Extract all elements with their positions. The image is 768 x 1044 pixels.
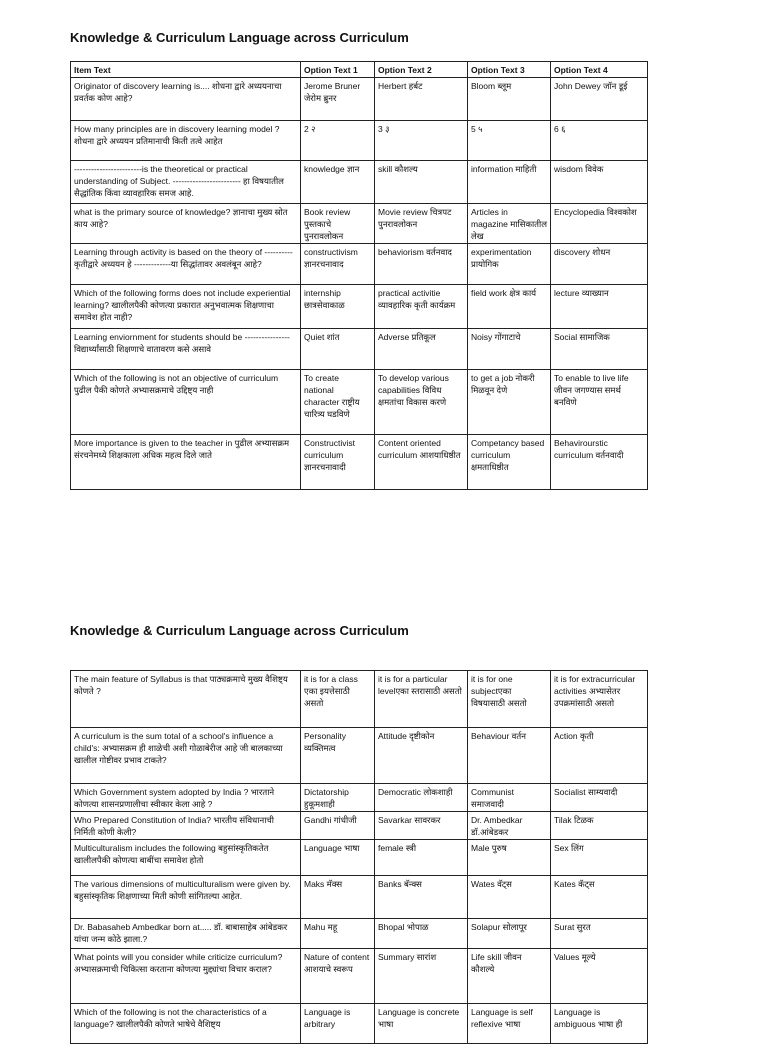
option-4: Values मूल्ये xyxy=(551,949,648,1004)
option-1: Maks मॅक्स xyxy=(301,876,375,919)
option-2: Banks बॅन्क्स xyxy=(375,876,468,919)
question-text: Who Prepared Constitution of India? भारतीय संविधानाची निर्मिती कोणी केली? xyxy=(71,812,301,840)
option-4: discovery शोधन xyxy=(551,244,648,285)
header-option-4: Option Text 4 xyxy=(551,62,648,78)
question-text: Learning enviornment for students should be ---------------- विद्यार्थ्यांसाठी शिक्षणाचे वातावरण कसे असावे xyxy=(71,329,301,370)
option-3: Noisy गोंगाटाचे xyxy=(468,329,551,370)
section-title: Knowledge & Curriculum Language across Curriculum xyxy=(70,30,409,45)
question-table xyxy=(70,670,648,1044)
option-3: it is for one subjectएका विषयासाठी असतो xyxy=(468,671,551,728)
option-1: Dictatorship हुकूमशाही xyxy=(301,784,375,812)
option-3: field work क्षेत्र कार्य xyxy=(468,285,551,329)
table-row xyxy=(71,244,648,285)
option-4: wisdom विवेक xyxy=(551,161,648,204)
option-4: Kates कॅट्स xyxy=(551,876,648,919)
header-item-text: Item Text xyxy=(71,62,301,78)
table-row xyxy=(71,949,648,1004)
option-2: Summary सारांश xyxy=(375,949,468,1004)
option-4: Behavirourstic curriculum वर्तनवादी xyxy=(551,435,648,490)
option-4: Social सामाजिक xyxy=(551,329,648,370)
option-3: Communist समाजवादी xyxy=(468,784,551,812)
table-row xyxy=(71,121,648,161)
option-1: Language भाषा xyxy=(301,840,375,876)
option-3: Articles in magazine मासिकातील लेख xyxy=(468,204,551,244)
option-1: Personality व्यक्तिमत्व xyxy=(301,728,375,784)
table-header-row xyxy=(71,62,648,78)
option-2: Content oriented curriculum आशयाधिष्ठीत xyxy=(375,435,468,490)
option-1: internship छात्रसेवाकाळ xyxy=(301,285,375,329)
option-1: Jerome Bruner जेरोम ब्रुनर xyxy=(301,78,375,121)
option-1: knowledge ज्ञान xyxy=(301,161,375,204)
question-text: Originator of discovery learning is.... शोधना द्वारे अध्ययनाचा प्रवर्तक कोण आहे? xyxy=(71,78,301,121)
option-2: Bhopal भोपाळ xyxy=(375,919,468,949)
table-row xyxy=(71,671,648,728)
option-4: Surat सुरत xyxy=(551,919,648,949)
option-3: to get a job नोकरी मिळवून देणे xyxy=(468,370,551,435)
header-option-2: Option Text 2 xyxy=(375,62,468,78)
question-text: More importance is given to the teacher in पुढील अभ्यासक्रम संरचनेमध्ये शिक्षकाला अधिक महत्व दिले जाते xyxy=(71,435,301,490)
option-3: Bloom ब्लूम xyxy=(468,78,551,121)
table-row xyxy=(71,812,648,840)
question-text: A curriculum is the sum total of a school's influence a child's: अभ्यासक्रम ही शाळेची अशी गोळाबेरीज आहे जी बालकाच्या खालील गोष्टीवर प्रभाव टाकते? xyxy=(71,728,301,784)
question-text: Which Government system adopted by India ? भारताने कोणत्या शासनप्रणालीचा स्वीकार केला आहे ? xyxy=(71,784,301,812)
option-1: Language is arbitrary xyxy=(301,1004,375,1044)
option-3: Wates वॅट्स xyxy=(468,876,551,919)
option-1: Gandhi गांधीजी xyxy=(301,812,375,840)
option-1: Quiet शांत xyxy=(301,329,375,370)
question-text: The various dimensions of multiculturalism were given by. बहुसांस्कृतिक शिक्षणाच्या मिती कोणी सांगितल्या आहेत. xyxy=(71,876,301,919)
option-1: Book review पुस्तकाचे पुनरावलोकन xyxy=(301,204,375,244)
option-4: 6 ६ xyxy=(551,121,648,161)
question-table xyxy=(70,61,648,490)
header-option-3: Option Text 3 xyxy=(468,62,551,78)
table-row xyxy=(71,161,648,204)
question-text: what is the primary source of knowledge? ज्ञानाचा मुख्य स्रोत काय आहे? xyxy=(71,204,301,244)
question-text: What points will you consider while criticize curriculum? अभ्यासक्रमाची चिकित्सा करताना कोणत्या मुद्द्यांचा विचार कराल? xyxy=(71,949,301,1004)
question-text: The main feature of Syllabus is that पाठ्यक्रमाचे मुख्य वैशिष्ट्य कोणते ? xyxy=(71,671,301,728)
option-3: Competancy based curriculum क्षमताधिष्ठीत xyxy=(468,435,551,490)
option-3: Language is self reflexive भाषा xyxy=(468,1004,551,1044)
option-1: Constructivist curriculum ज्ञानरचनावादी xyxy=(301,435,375,490)
table-row xyxy=(71,329,648,370)
option-2: 3 ३ xyxy=(375,121,468,161)
option-2: Savarkar सावरकर xyxy=(375,812,468,840)
option-4: Encyclopedia विश्वकोश xyxy=(551,204,648,244)
option-4: Socialist साम्यवादी xyxy=(551,784,648,812)
table-row xyxy=(71,728,648,784)
question-text: Which of the following is not an objective of curriculum पुढील पैकी कोणते अभ्यासक्रमाचे उद्दिष्ट्य नाही xyxy=(71,370,301,435)
option-2: Adverse प्रतिकूल xyxy=(375,329,468,370)
option-4: John Dewey जॉन डूई xyxy=(551,78,648,121)
question-text: ------------------------is the theoretical or practical understanding of Subject. ------------------------ हा विषयातील सैद्धांतिक किंवा व्यावहारिक समज आहे. xyxy=(71,161,301,204)
option-2: Attitude दृष्टीकोन xyxy=(375,728,468,784)
section-title: Knowledge & Curriculum Language across Curriculum xyxy=(70,623,409,638)
option-1: 2 २ xyxy=(301,121,375,161)
option-3: 5 ५ xyxy=(468,121,551,161)
option-4: Language is ambiguous भाषा ही xyxy=(551,1004,648,1044)
option-1: it is for a class एका इयत्तेसाठी असतो xyxy=(301,671,375,728)
option-4: To enable to live life जीवन जगण्यास समर्थ बनविणे xyxy=(551,370,648,435)
option-2: it is for a particular levelएका स्तरासाठी असतो xyxy=(375,671,468,728)
table-row xyxy=(71,204,648,244)
question-text: How many principles are in discovery learning model ? शोधना द्वारे अध्ययन प्रतिमानाची किती तत्वे आहेत xyxy=(71,121,301,161)
option-1: Mahu महू xyxy=(301,919,375,949)
option-4: lecture व्याख्यान xyxy=(551,285,648,329)
option-1: To create national character राष्ट्रीय चारित्र्य घडविणे xyxy=(301,370,375,435)
table-row xyxy=(71,784,648,812)
option-3: Dr. Ambedkar डॉ.आंबेडकर xyxy=(468,812,551,840)
option-2: Democratic लोकशाही xyxy=(375,784,468,812)
question-text: Learning through activity is based on the theory of ----------कृतीद्वारे अध्ययन हे -------------या सिद्धांतावर अवलंबून आहे? xyxy=(71,244,301,285)
option-4: it is for extracurricular activities अभ्यासेतर उपक्रमांसाठी असतो xyxy=(551,671,648,728)
table-row xyxy=(71,285,648,329)
option-1: Nature of content आशयाचे स्वरूप xyxy=(301,949,375,1004)
option-3: Male पुरुष xyxy=(468,840,551,876)
option-4: Action कृती xyxy=(551,728,648,784)
option-3: experimentation प्रायोगिक xyxy=(468,244,551,285)
option-2: Herbert हर्बट xyxy=(375,78,468,121)
table-row xyxy=(71,840,648,876)
option-2: To develop various capabilities विविध क्षमतांचा विकास करणे xyxy=(375,370,468,435)
table-row xyxy=(71,435,648,490)
option-1: constructivism ज्ञानरचनावाद xyxy=(301,244,375,285)
option-2: Movie review चित्रपट पुनरावलोकन xyxy=(375,204,468,244)
option-3: Life skill जीवन कौशल्ये xyxy=(468,949,551,1004)
question-text: Dr. Babasaheb Ambedkar born at..... डॉ. बाबासाहेब आंबेडकर यांचा जन्म कोठे झाला.? xyxy=(71,919,301,949)
option-2: behaviorism वर्तनवाद xyxy=(375,244,468,285)
option-2: practical activitie व्यावहारिक कृती कार्यक्रम xyxy=(375,285,468,329)
question-text: Which of the following is not the characteristics of a language? खालीलपैकी कोणते भाषेचे वैशिष्ट्य xyxy=(71,1004,301,1044)
option-3: information माहिती xyxy=(468,161,551,204)
section-2 xyxy=(70,623,647,1044)
section-1 xyxy=(70,30,647,490)
table-row xyxy=(71,876,648,919)
table-row xyxy=(71,919,648,949)
table-row xyxy=(71,78,648,121)
table-row xyxy=(71,370,648,435)
option-4: Sex लिंग xyxy=(551,840,648,876)
option-3: Behaviour वर्तन xyxy=(468,728,551,784)
question-text: Which of the following forms does not include experiential learning? खालीलपैकी कोणत्या प्रकारात अनुभवात्मक शिक्षणाचा समावेश होत नाही? xyxy=(71,285,301,329)
option-2: skill कौशल्य xyxy=(375,161,468,204)
option-4: Tilak टिळक xyxy=(551,812,648,840)
option-2: Language is concrete भाषा xyxy=(375,1004,468,1044)
header-option-1: Option Text 1 xyxy=(301,62,375,78)
option-3: Solapur सोलापूर xyxy=(468,919,551,949)
question-text: Multiculturalism includes the following बहुसांस्कृतिकतेत खालीलपैकी कोणत्या बाबींचा समावेश होतो xyxy=(71,840,301,876)
option-2: female स्त्री xyxy=(375,840,468,876)
